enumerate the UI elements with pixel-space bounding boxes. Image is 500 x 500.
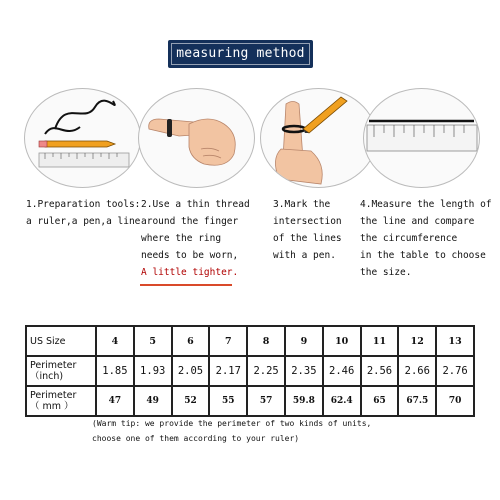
step-2-emphasis: A little tighter. [141, 267, 239, 278]
measure-illustration [363, 88, 480, 188]
inch-cell: 1.93 [134, 356, 172, 386]
mm-cell: 59.8 [285, 386, 323, 416]
mark-intersection-illustration [260, 88, 377, 188]
inch-cell: 2.35 [285, 356, 323, 386]
step-2-line: around the finger [141, 216, 239, 227]
emphasis-underline [140, 284, 232, 286]
us-size-cell: 12 [398, 326, 436, 356]
step-3-line: of the lines [273, 233, 342, 244]
us-size-cell: 6 [172, 326, 210, 356]
step-2-line: 2.Use a thin thread [141, 199, 250, 210]
us-size-row [26, 326, 474, 356]
mm-cell: 49 [134, 386, 172, 416]
step-4-line: the circumference [360, 233, 458, 244]
warm-tip-line: choose one of them according to your ruler) [92, 434, 300, 443]
finger-pen-icon [261, 89, 376, 187]
warm-tip [92, 416, 371, 446]
inch-cell: 2.66 [398, 356, 436, 386]
step-4-line: the line and compare [360, 216, 475, 227]
step-1-line: 1.Preparation tools: [26, 199, 141, 210]
mm-cell: 57 [247, 386, 285, 416]
mm-cell: 65 [361, 386, 399, 416]
us-size-cell: 7 [209, 326, 247, 356]
inch-cell: 2.25 [247, 356, 285, 386]
inch-cell: 1.85 [96, 356, 134, 386]
us-size-cell: 4 [96, 326, 134, 356]
tools-illustration [24, 88, 141, 188]
step-3-line: 3.Mark the [273, 199, 331, 210]
section-title: measuring method [168, 40, 313, 68]
perimeter-label: Perimeter [30, 390, 77, 401]
inch-cell: 2.17 [209, 356, 247, 386]
mm-cell: 67.5 [398, 386, 436, 416]
perimeter-inch-row [26, 356, 474, 386]
mm-cell: 70 [436, 386, 474, 416]
step-4-text [360, 196, 492, 281]
step-1-line: a ruler,a pen,a line [26, 216, 141, 227]
mm-cell: 62.4 [323, 386, 361, 416]
us-size-cell: 13 [436, 326, 474, 356]
step-2-line: where the ring [141, 233, 222, 244]
perimeter-label: Perimeter [30, 360, 77, 371]
hand-icon [139, 89, 254, 187]
step-4-line: the size. [360, 267, 412, 278]
inch-cell: 2.76 [436, 356, 474, 386]
us-size-cell: 5 [134, 326, 172, 356]
warm-tip-line: (Warm tip: we provide the perimeter of two kinds of units, [92, 419, 372, 428]
inch-cell: 2.56 [361, 356, 399, 386]
inch-cell: 2.05 [172, 356, 210, 386]
ruler-icon [364, 89, 479, 187]
step-4-line: 4.Measure the length of [360, 199, 492, 210]
us-size-header: US Size [26, 326, 96, 356]
ruler-pen-thread-icon [25, 89, 140, 187]
unit-label: （ mm ） [30, 401, 74, 412]
step-4-line: in the table to choose [360, 250, 486, 261]
perimeter-inch-header [26, 356, 96, 386]
us-size-cell: 11 [361, 326, 399, 356]
unit-label: （inch) [30, 371, 64, 382]
finger-thread-illustration [138, 88, 255, 188]
us-size-cell: 10 [323, 326, 361, 356]
step-3-text [273, 196, 342, 264]
perimeter-mm-header [26, 386, 96, 416]
mm-cell: 55 [209, 386, 247, 416]
step-3-line: with a pen. [273, 250, 336, 261]
mm-cell: 47 [96, 386, 134, 416]
perimeter-mm-row [26, 386, 474, 416]
step-3-line: intersection [273, 216, 342, 227]
step-2-text [141, 196, 250, 281]
step-2-line: needs to be worn, [141, 250, 239, 261]
size-table [25, 325, 475, 417]
us-size-cell: 9 [285, 326, 323, 356]
mm-cell: 52 [172, 386, 210, 416]
inch-cell: 2.46 [323, 356, 361, 386]
step-1-text [26, 196, 140, 230]
us-size-cell: 8 [247, 326, 285, 356]
